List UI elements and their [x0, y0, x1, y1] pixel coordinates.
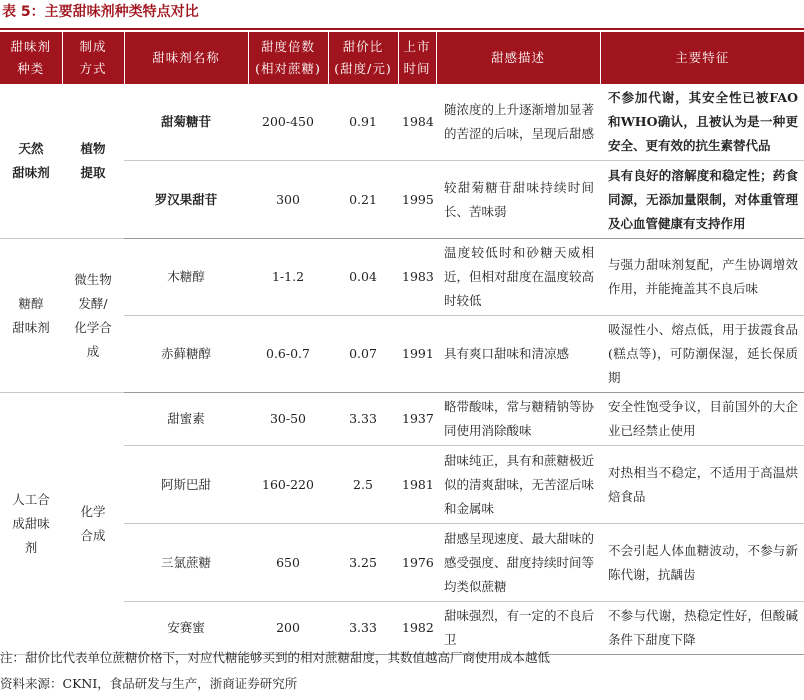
header-row	[0, 32, 804, 84]
sweetener-name-cell: 罗汉果甜苷	[124, 161, 248, 239]
main-feature-cell: 不会引起人体血糖波动，不参与新陈代谢，抗龋齿	[600, 524, 804, 602]
category-line: 成甜味	[12, 515, 50, 531]
sweetness-cell: 300	[248, 161, 328, 239]
method-line: 化学	[80, 503, 106, 519]
header-line: (甜度/元)	[334, 61, 392, 76]
sweetener-name-cell: 安赛蜜	[124, 602, 248, 655]
header-feature	[600, 32, 804, 84]
header-line: (相对蔗糖)	[255, 61, 321, 76]
sweetness-cell: 200	[248, 602, 328, 655]
launch-year-cell: 1937	[398, 393, 436, 446]
taste-description-cell: 甜感呈现速度、最大甜味的感受强度、甜度持续时间等均类似蔗糖	[436, 524, 600, 602]
main-feature-cell: 不参与代谢，热稳定性好，但酸碱条件下甜度下降	[600, 602, 804, 655]
launch-year-cell: 1983	[398, 239, 436, 316]
launch-year-cell: 1981	[398, 446, 436, 524]
header-line: 上市	[403, 39, 431, 54]
main-feature-cell: 对热相当不稳定，不适用于高温烘焙食品	[600, 446, 804, 524]
main-feature-cell: 不参加代谢，其安全性已被FAO和WHO确认，且被认为是一种更安全、更有效的抗生素替代品	[600, 84, 804, 161]
sweetener-name-cell: 甜菊糖苷	[124, 84, 248, 161]
table-row	[0, 393, 804, 446]
table-title: 表 5：主要甜味剂种类特点对比	[2, 4, 199, 20]
table-note: 注：甜价比代表单位蔗糖价格下，对应代糖能够买到的相对蔗糖甜度，其数值越高厂商使用成本越低	[0, 650, 551, 665]
sweetener-name-cell: 阿斯巴甜	[124, 446, 248, 524]
price-ratio-cell: 0.04	[328, 239, 398, 316]
header-name	[124, 32, 248, 84]
launch-year-cell: 1995	[398, 161, 436, 239]
header-line: 主要特征	[675, 50, 730, 65]
sweetness-cell: 650	[248, 524, 328, 602]
taste-description-cell: 甜味强烈，有一定的不良后卫	[436, 602, 600, 655]
sweetener-name-cell: 赤藓糖醇	[124, 316, 248, 393]
taste-description-cell: 具有爽口甜味和清凉感	[436, 316, 600, 393]
price-ratio-cell: 3.25	[328, 524, 398, 602]
sweetness-cell: 200-450	[248, 84, 328, 161]
header-line: 种类	[17, 61, 45, 76]
category-line: 糖醇	[18, 295, 44, 311]
launch-year-cell: 1982	[398, 602, 436, 655]
category-line: 剂	[24, 539, 38, 555]
method-line: 提取	[80, 165, 106, 180]
price-ratio-cell: 0.07	[328, 316, 398, 393]
category-cell	[0, 393, 62, 655]
header-line: 时间	[403, 61, 431, 76]
sweetness-cell: 30-50	[248, 393, 328, 446]
price-ratio-cell: 0.91	[328, 84, 398, 161]
main-feature-cell: 安全性饱受争议，目前国外的大企业已经禁止使用	[600, 393, 804, 446]
category-cell	[0, 84, 62, 239]
sweetener-name-cell: 木糖醇	[124, 239, 248, 316]
sweetener-comparison-table	[0, 32, 804, 655]
header-line: 甜度倍数	[260, 39, 315, 54]
category-line: 人工合	[12, 491, 50, 507]
taste-description-cell: 随浓度的上升逐渐增加显著的苦涩的后味，呈现后甜感	[436, 84, 600, 161]
sweetener-name-cell: 三氯蔗糖	[124, 524, 248, 602]
price-ratio-cell: 0.21	[328, 161, 398, 239]
taste-description-cell: 甜味纯正，具有和蔗糖极近似的清爽甜味，无苦涩后味和金属味	[436, 446, 600, 524]
method-line: 化学合	[74, 319, 112, 335]
category-cell	[0, 239, 62, 393]
sweetness-cell: 0.6-0.7	[248, 316, 328, 393]
header-sweetness	[248, 32, 328, 84]
launch-year-cell: 1991	[398, 316, 436, 393]
main-feature-cell: 具有良好的溶解度和稳定性；药食同源，无添加量限制，对体重管理及心血管健康有支持作用	[600, 161, 804, 239]
method-line: 微生物	[74, 271, 112, 287]
header-price-ratio	[328, 32, 398, 84]
header-taste	[436, 32, 600, 84]
header-line: 甜味剂名称	[152, 50, 220, 65]
header-line: 甜价比	[342, 39, 384, 54]
header-sweetener-type	[0, 32, 62, 84]
header-year	[398, 32, 436, 84]
main-feature-cell: 吸湿性小、熔点低，用于拔霞食品(糕点等)，可防潮保湿，延长保质期	[600, 316, 804, 393]
method-cell	[62, 239, 124, 393]
method-line: 合成	[80, 527, 106, 543]
price-ratio-cell: 3.33	[328, 602, 398, 655]
taste-description-cell: 较甜菊糖苷甜味持续时间长、苦味弱	[436, 161, 600, 239]
category-line: 天然	[18, 141, 44, 156]
category-line: 甜味剂	[12, 319, 50, 335]
method-line: 发酵/	[78, 295, 108, 311]
table-row	[0, 239, 804, 316]
header-method	[62, 32, 124, 84]
method-line: 成	[86, 343, 100, 359]
category-line: 甜味剂	[12, 165, 50, 180]
method-line: 植物	[80, 141, 106, 156]
sweetness-cell: 1-1.2	[248, 239, 328, 316]
header-line: 方式	[79, 61, 107, 76]
method-cell	[62, 84, 124, 239]
header-line: 甜感描述	[490, 50, 545, 65]
table-source: 资料来源：CKNI，食品研发与生产，浙商证券研究所	[0, 676, 298, 691]
table-row	[0, 84, 804, 161]
sweetness-cell: 160-220	[248, 446, 328, 524]
header-line: 甜味剂	[10, 39, 51, 54]
sweetener-name-cell: 甜蜜素	[124, 393, 248, 446]
taste-description-cell: 略带酸味，常与糖精钠等协同使用消除酸味	[436, 393, 600, 446]
taste-description-cell: 温度较低时和砂糖天威相近，但相对甜度在温度较高时较低	[436, 239, 600, 316]
price-ratio-cell: 3.33	[328, 393, 398, 446]
price-ratio-cell: 2.5	[328, 446, 398, 524]
launch-year-cell: 1984	[398, 84, 436, 161]
table-body	[0, 84, 804, 655]
header-line: 制成	[79, 39, 107, 54]
main-feature-cell: 与强力甜味剂复配，产生协调增效作用，并能掩盖其不良后味	[600, 239, 804, 316]
title-rule	[0, 28, 804, 30]
launch-year-cell: 1976	[398, 524, 436, 602]
method-cell	[62, 393, 124, 655]
